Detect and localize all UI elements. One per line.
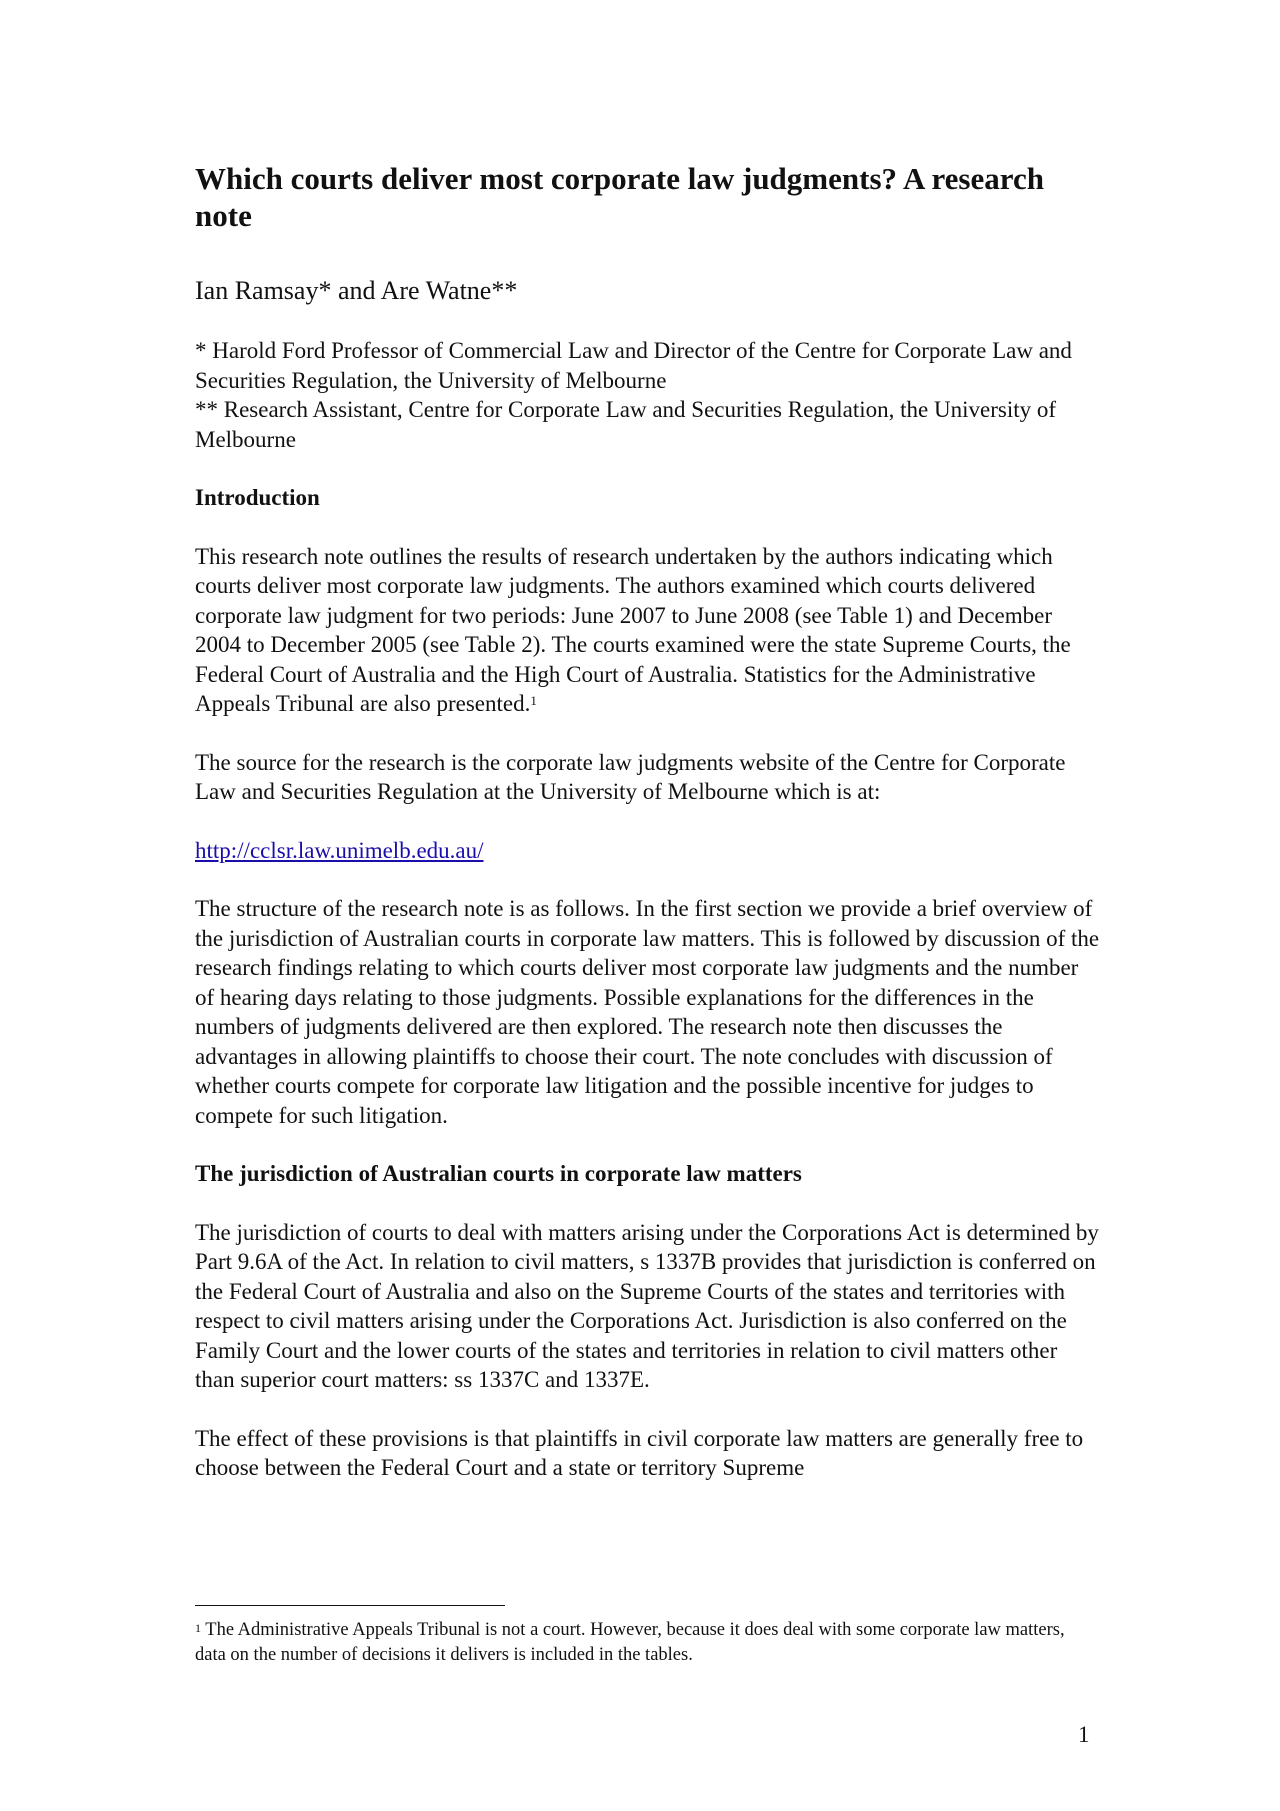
section-heading-introduction: Introduction (195, 485, 320, 510)
introduction-paragraph-text: This research note outlines the results of research undertaken by the authors indicating which courts deliver most corporate law judgments. The authors examined which courts delivered corporate law judgment for two periods: June 2007 to June 2008 (see Table 1) and December 2004 to December 2005 (see Table 2). The courts examined were the state Supreme Courts, the Federal Court of Australia and the High Court of Australia. Statistics for the Administrative Appeals Tribunal are also presented. (195, 543, 1071, 716)
affiliations (195, 336, 1100, 454)
affiliation-first-author: * Harold Ford Professor of Commercial Law and Director of the Centre for Corporate Law and Securities Regulation, the University of Melbourne (195, 338, 1072, 393)
affiliation-second-author: ** Research Assistant, Centre for Corporate Law and Securities Regulation, the University of Melbourne (195, 397, 1057, 452)
source-paragraph: The source for the research is the corporate law judgments website of the Centre for Corporate Law and Securities Regulation at the University of Melbourne which is at: (195, 749, 1066, 804)
jurisdiction-paragraph: The jurisdiction of courts to deal with matters arising under the Corporations Act is determined by Part 9.6A of the Act. In relation to civil matters, s 1337B provides that jurisdiction is conferred on the Federal Court of Australia and also on the Supreme Courts of the states and territories with respect to civil matters arising under the Corporations Act. Jurisdiction is also conferred on the Family Court and the lower courts of the states and territories in relation to civil matters other than superior court matters: ss 1337C and 1337E. (195, 1219, 1099, 1392)
effect-paragraph: The effect of these provisions is that plaintiffs in civil corporate law matters are generally free to choose between the Federal Court and a state or territory Supreme (195, 1425, 1084, 1480)
footnote-marker: 1 (195, 1621, 201, 1635)
page-number: 1 (1078, 1722, 1090, 1747)
section-heading-jurisdiction: The jurisdiction of Australian courts in corporate law matters (195, 1161, 802, 1186)
document-title: Which courts deliver most corporate law judgments? A research note (195, 161, 1044, 233)
author-line: Ian Ramsay* and Are Watne** (195, 276, 518, 305)
footnote (195, 1618, 1100, 1668)
source-link-paragraph (195, 836, 1100, 866)
document-body (195, 160, 1100, 1483)
introduction-paragraph (195, 542, 1100, 719)
source-link[interactable]: http://cclsr.law.unimelb.edu.au/ (195, 837, 484, 863)
footnote-reference[interactable]: 1 (530, 693, 537, 708)
footnote-text: The Administrative Appeals Tribunal is not a court. However, because it does deal with some corporate law matters, data on the number of decisions it delivers is included in the tables. (195, 1620, 1065, 1665)
footnote-divider (195, 1605, 505, 1606)
structure-paragraph: The structure of the research note is as follows. In the first section we provide a brief overview of the jurisdiction of Australian courts in corporate law matters. This is followed by discussion of the research findings relating to which courts deliver most corporate law judgments and the number of hearing days relating to those judgments. Possible explanations for the differences in the numbers of judgments delivered are then explored. The research note then discusses the advantages in allowing plaintiffs to choose their court. The note concludes with discussion of whether courts compete for corporate law litigation and the possible incentive for judges to compete for such litigation. (195, 896, 1100, 1128)
